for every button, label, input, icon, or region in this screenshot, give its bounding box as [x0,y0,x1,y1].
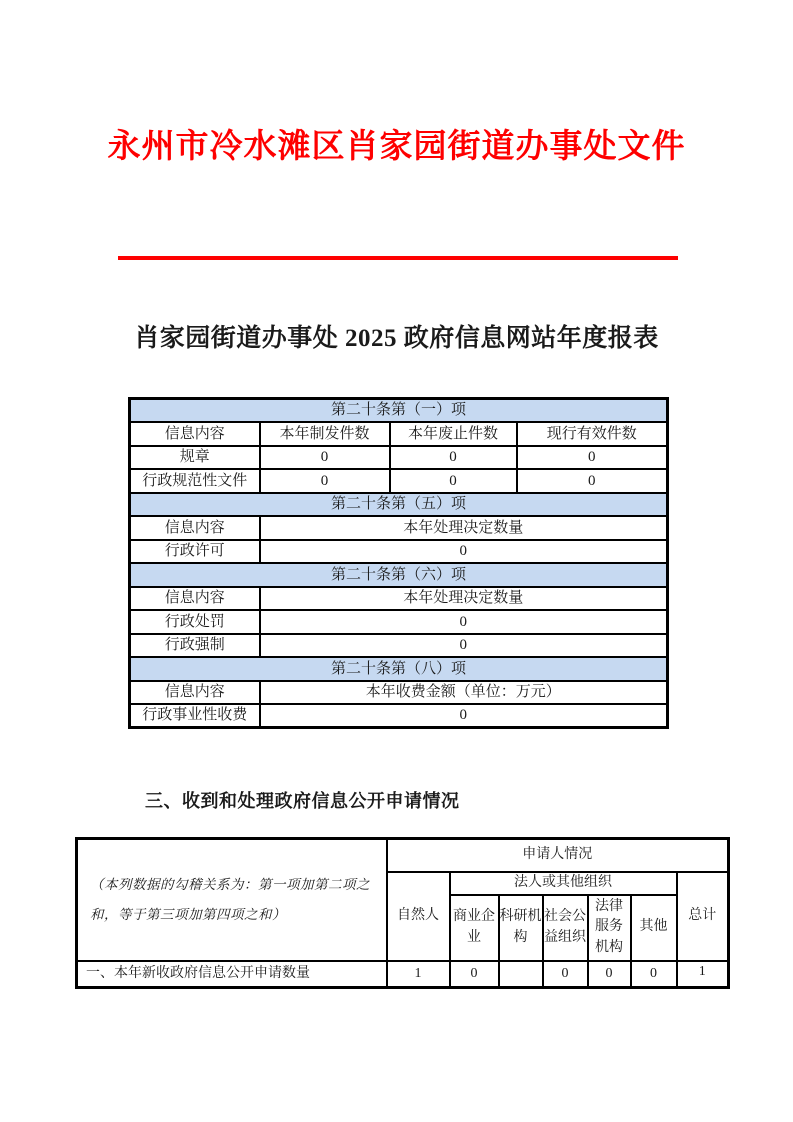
cell-value: 0 [260,446,390,470]
row-label: 一、本年新收政府信息公开申请数量 [77,961,387,988]
table-row [130,540,668,564]
cell-value: 0 [260,634,668,658]
table-row [130,657,668,681]
cell-value: 0 [517,446,668,470]
statute-items-table [128,397,669,729]
table-row [130,634,668,658]
applicant-header: 申请人情况 [387,839,729,872]
cell-value: 0 [260,704,668,728]
document-header-title: 永州市冷水滩区肖家园街道办事处文件 [107,129,686,165]
table-row [130,681,668,705]
row-label: 行政处罚 [130,610,260,634]
column-header: 本年废止件数 [390,422,517,446]
cell-value: 0 [260,610,668,634]
table-row [130,469,668,493]
table-row [130,563,668,587]
table-row [130,587,668,611]
cell-value: 0 [390,469,517,493]
section-band-item5: 第二十条第（五）项 [130,493,668,517]
row-label: 行政强制 [130,634,260,658]
cell-value: 0 [390,446,517,470]
column-header: 现行有效件数 [517,422,668,446]
row-label: 行政许可 [130,540,260,564]
row-label: 行政规范性文件 [130,469,260,493]
column-header-org-type: 其他 [631,895,677,961]
table-row [77,961,729,988]
column-header: 本年制发件数 [260,422,390,446]
column-header-org-type: 商业企业 [450,895,499,961]
cell-value-total: 1 [677,961,729,988]
column-header-org-type: 社会公益组织 [543,895,588,961]
cell-value [499,961,543,988]
column-header-org-type: 科研机构 [499,895,543,961]
header-divider-rule [118,256,678,260]
cell-value: 0 [631,961,677,988]
section-heading: 三、收到和处理政府信息公开申请情况 [145,791,460,811]
cell-value: 1 [387,961,450,988]
column-header-natural-person: 自然人 [387,872,450,961]
row-label: 行政事业性收费 [130,704,260,728]
table-row [130,704,668,728]
reconciliation-note: （本列数据的勾稽关系为：第一项加第二项之和，等于第三项加第四项之和） [77,839,387,961]
column-header: 本年收费金额（单位：万元） [260,681,668,705]
section-band-item1: 第二十条第（一）项 [130,399,668,423]
applications-table [75,837,730,989]
section-band-item6: 第二十条第（六）项 [130,563,668,587]
column-header: 信息内容 [130,681,260,705]
table-row [130,399,668,423]
cell-value: 0 [588,961,631,988]
column-header: 信息内容 [130,587,260,611]
cell-value: 0 [260,540,668,564]
cell-value: 0 [517,469,668,493]
column-header: 信息内容 [130,516,260,540]
table-row [130,516,668,540]
column-header: 本年处理决定数量 [260,516,668,540]
cell-value: 0 [543,961,588,988]
report-title: 肖家园街道办事处 2025 政府信息网站年度报表 [134,325,659,352]
table-row [130,610,668,634]
table-row [77,839,729,872]
column-header: 信息内容 [130,422,260,446]
column-header-org-type: 法律服务机构 [588,895,631,961]
cell-value: 0 [260,469,390,493]
table-row [130,422,668,446]
cell-value: 0 [450,961,499,988]
row-label: 规章 [130,446,260,470]
table-row [130,446,668,470]
column-header-total: 总计 [677,872,729,961]
column-header-legal-org: 法人或其他组织 [450,872,677,895]
section-band-item8: 第二十条第（八）项 [130,657,668,681]
column-header: 本年处理决定数量 [260,587,668,611]
table-row [130,493,668,517]
